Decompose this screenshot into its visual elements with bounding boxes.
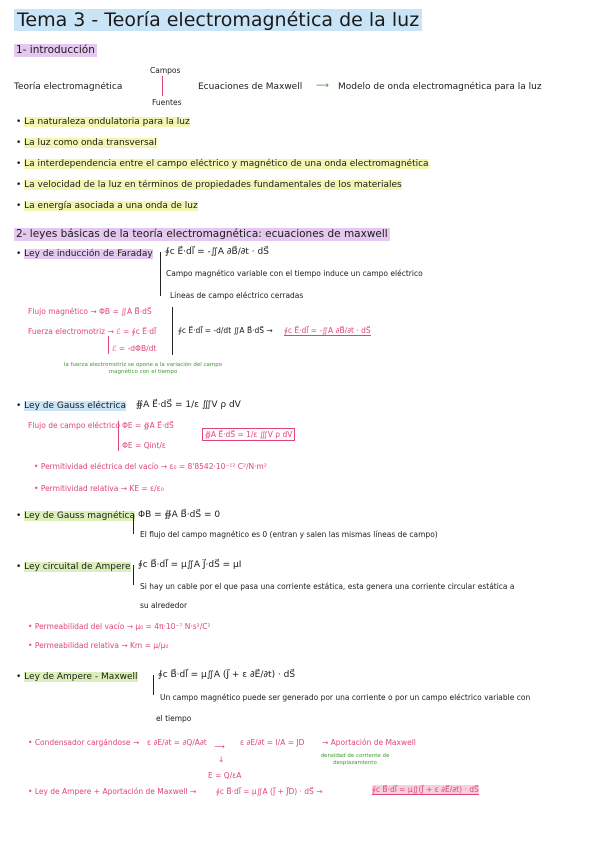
campos-fuentes-link (162, 76, 163, 96)
gauss-e-perm: • Permitividad eléctrica del vacío → ε₀ = 8'8542·10⁻¹² C²/N·m² (34, 462, 267, 471)
gauss-e-rel: • Permitividad relativa → KE = ε/ε₀ (34, 484, 164, 493)
page-title: Tema 3 - Teoría electromagnética de la luz (14, 9, 422, 31)
faraday-eq: ∮c E⃗·dl⃗ = -∬A ∂B⃗/∂t · dS⃗ (165, 247, 269, 257)
faraday-fem: ℰ = -dΦB/dt (112, 344, 157, 353)
gauss-e-phi1: ΦE = ∯A E⃗·dS⃗ (122, 421, 174, 430)
campos-label: Campos (150, 66, 181, 75)
intro-heading: 1- introducción (16, 44, 95, 56)
ampere-maxwell-final-box: ∮c B⃗·dl⃗ = μ∬(J⃗ + ε ∂E⃗/∂t) · dS⃗ (372, 785, 479, 794)
ampere-maxwell-note1: Un campo magnético puede ser generado por una corriente o por un campo eléctrico variable con (160, 693, 531, 702)
gauss-e-title: • Ley de Gauss eléctrica (16, 401, 127, 411)
condensador-eq2: E = Q/εA (208, 771, 242, 780)
ampere-maxwell-eq: ∮c B⃗·dl⃗ = μ∬A (J⃗ + ε ∂E⃗/∂t) · dS⃗ (158, 670, 296, 680)
gauss-e-boxed: ∯A E⃗·dS⃗ = 1/ε ∭V ρ dV (202, 428, 295, 441)
teoria-label: Teoría electromagnética (14, 82, 123, 92)
modelo-label: Modelo de onda electromagnética para la luz (338, 82, 542, 92)
densidad-note: densidad de corriente de desplazamiento (320, 753, 390, 766)
ampere-maxwell-title: • Ley de Ampere - Maxwell (16, 672, 138, 682)
ampere-rel: • Permeabilidad relativa → Km = μ/μ₀ (28, 641, 169, 650)
faraday-fuerza: Fuerza electromotriz → ℰ = ∮c E⃗·dl⃗ (28, 327, 157, 336)
down-arrow-icon: ↓ (218, 755, 225, 764)
condensador-label: • Condensador cargándose → (28, 738, 140, 747)
faraday-title: • Ley de inducción de Faraday (16, 249, 153, 259)
ampere-maxwell-final-label: • Ley de Ampere + Aportación de Maxwell → (28, 787, 197, 796)
ampere-eq: ∮c B⃗·dl⃗ = μ∬A J⃗·dS⃗ = μI (138, 560, 242, 570)
condensador-eq1: ε ∂E/∂t = ∂Q/A∂t (147, 738, 207, 747)
faraday-flujo: Flujo magnético → ΦB = ∬A B⃗·dS⃗ (28, 307, 152, 316)
fuentes-label: Fuentes (152, 98, 182, 107)
gauss-m-note: El flujo del campo magnético es 0 (entran y salen las mismas líneas de campo) (140, 530, 438, 539)
ampere-maxwell-bracket (153, 675, 154, 695)
leyes-heading: 2- leyes básicas de la teoría electromagnética: ecuaciones de maxwell (16, 228, 388, 240)
gauss-e-eq: ∯A E⃗·dS⃗ = 1/ε ∭V ρ dV (136, 400, 241, 410)
bullet-list-item: • La velocidad de la luz en términos de propiedades fundamentales de los materiales (16, 180, 402, 190)
gauss-e-bracket (118, 421, 119, 451)
condensador-eq3: ε ∂E/∂t = I/A = JD (240, 738, 305, 747)
ampere-maxwell-note2: el tiempo (156, 714, 192, 723)
faraday-green-note: la fuerza electromotriz se opone a la variación del campo magnético con el tiempo (63, 362, 223, 375)
bullet-list-item: • La naturaleza ondulatoria para la luz (16, 117, 190, 127)
fem-bracket (108, 336, 109, 354)
bullet-list-item: • La luz como onda transversal (16, 138, 157, 148)
bullet-list-item: • La interdependencia entre el campo eléctrico y magnético de una onda electromagnética (16, 159, 429, 169)
ampere-title: • Ley circuital de Ampere (16, 562, 131, 572)
gauss-m-eq: ΦB = ∯A B⃗·dS⃗ = 0 (138, 510, 221, 520)
faraday-note2: Líneas de campo eléctrico cerradas (170, 291, 304, 300)
bullet-list-item: • La energía asociada a una onda de luz (16, 201, 198, 211)
arrow-icon: ⟶ (214, 742, 225, 751)
gauss-m-bracket (133, 514, 134, 534)
gauss-e-phi2: ΦE = Qint/ε (122, 441, 166, 450)
aportacion-label: → Aportación de Maxwell (322, 738, 416, 747)
faraday-final: ∮c E⃗·dl⃗ = -∬A ∂B⃗/∂t · dS⃗ (284, 326, 371, 335)
ampere-note2: su alrededor (140, 601, 188, 610)
faraday-bracket (160, 252, 161, 296)
gauss-m-title: • Ley de Gauss magnética (16, 511, 136, 521)
gauss-e-flujo: Flujo de campo eléctrico (28, 421, 120, 430)
ampere-note1: Si hay un cable por el que pasa una corriente estática, esta genera una corriente circular estática a (140, 582, 515, 591)
ampere-bracket (133, 565, 134, 585)
ampere-perm: • Permeabilidad del vacío → μ₀ = 4π·10⁻⁷ N·s²/C² (28, 622, 211, 631)
ampere-maxwell-final-eq: ∮c B⃗·dl⃗ = μ∬A (J⃗ + J⃗D) · dS⃗ → (216, 787, 323, 796)
ecuaciones-label: Ecuaciones de Maxwell (198, 82, 303, 92)
arrow-icon: ⟶ (316, 81, 329, 91)
faraday-note1: Campo magnético variable con el tiempo induce un campo eléctrico (166, 269, 423, 278)
faraday-deriv: ∮c E⃗·dl⃗ = -d/dt ∬A B⃗·dS⃗ → (178, 326, 273, 335)
faraday-deriv-bracket (172, 307, 173, 355)
